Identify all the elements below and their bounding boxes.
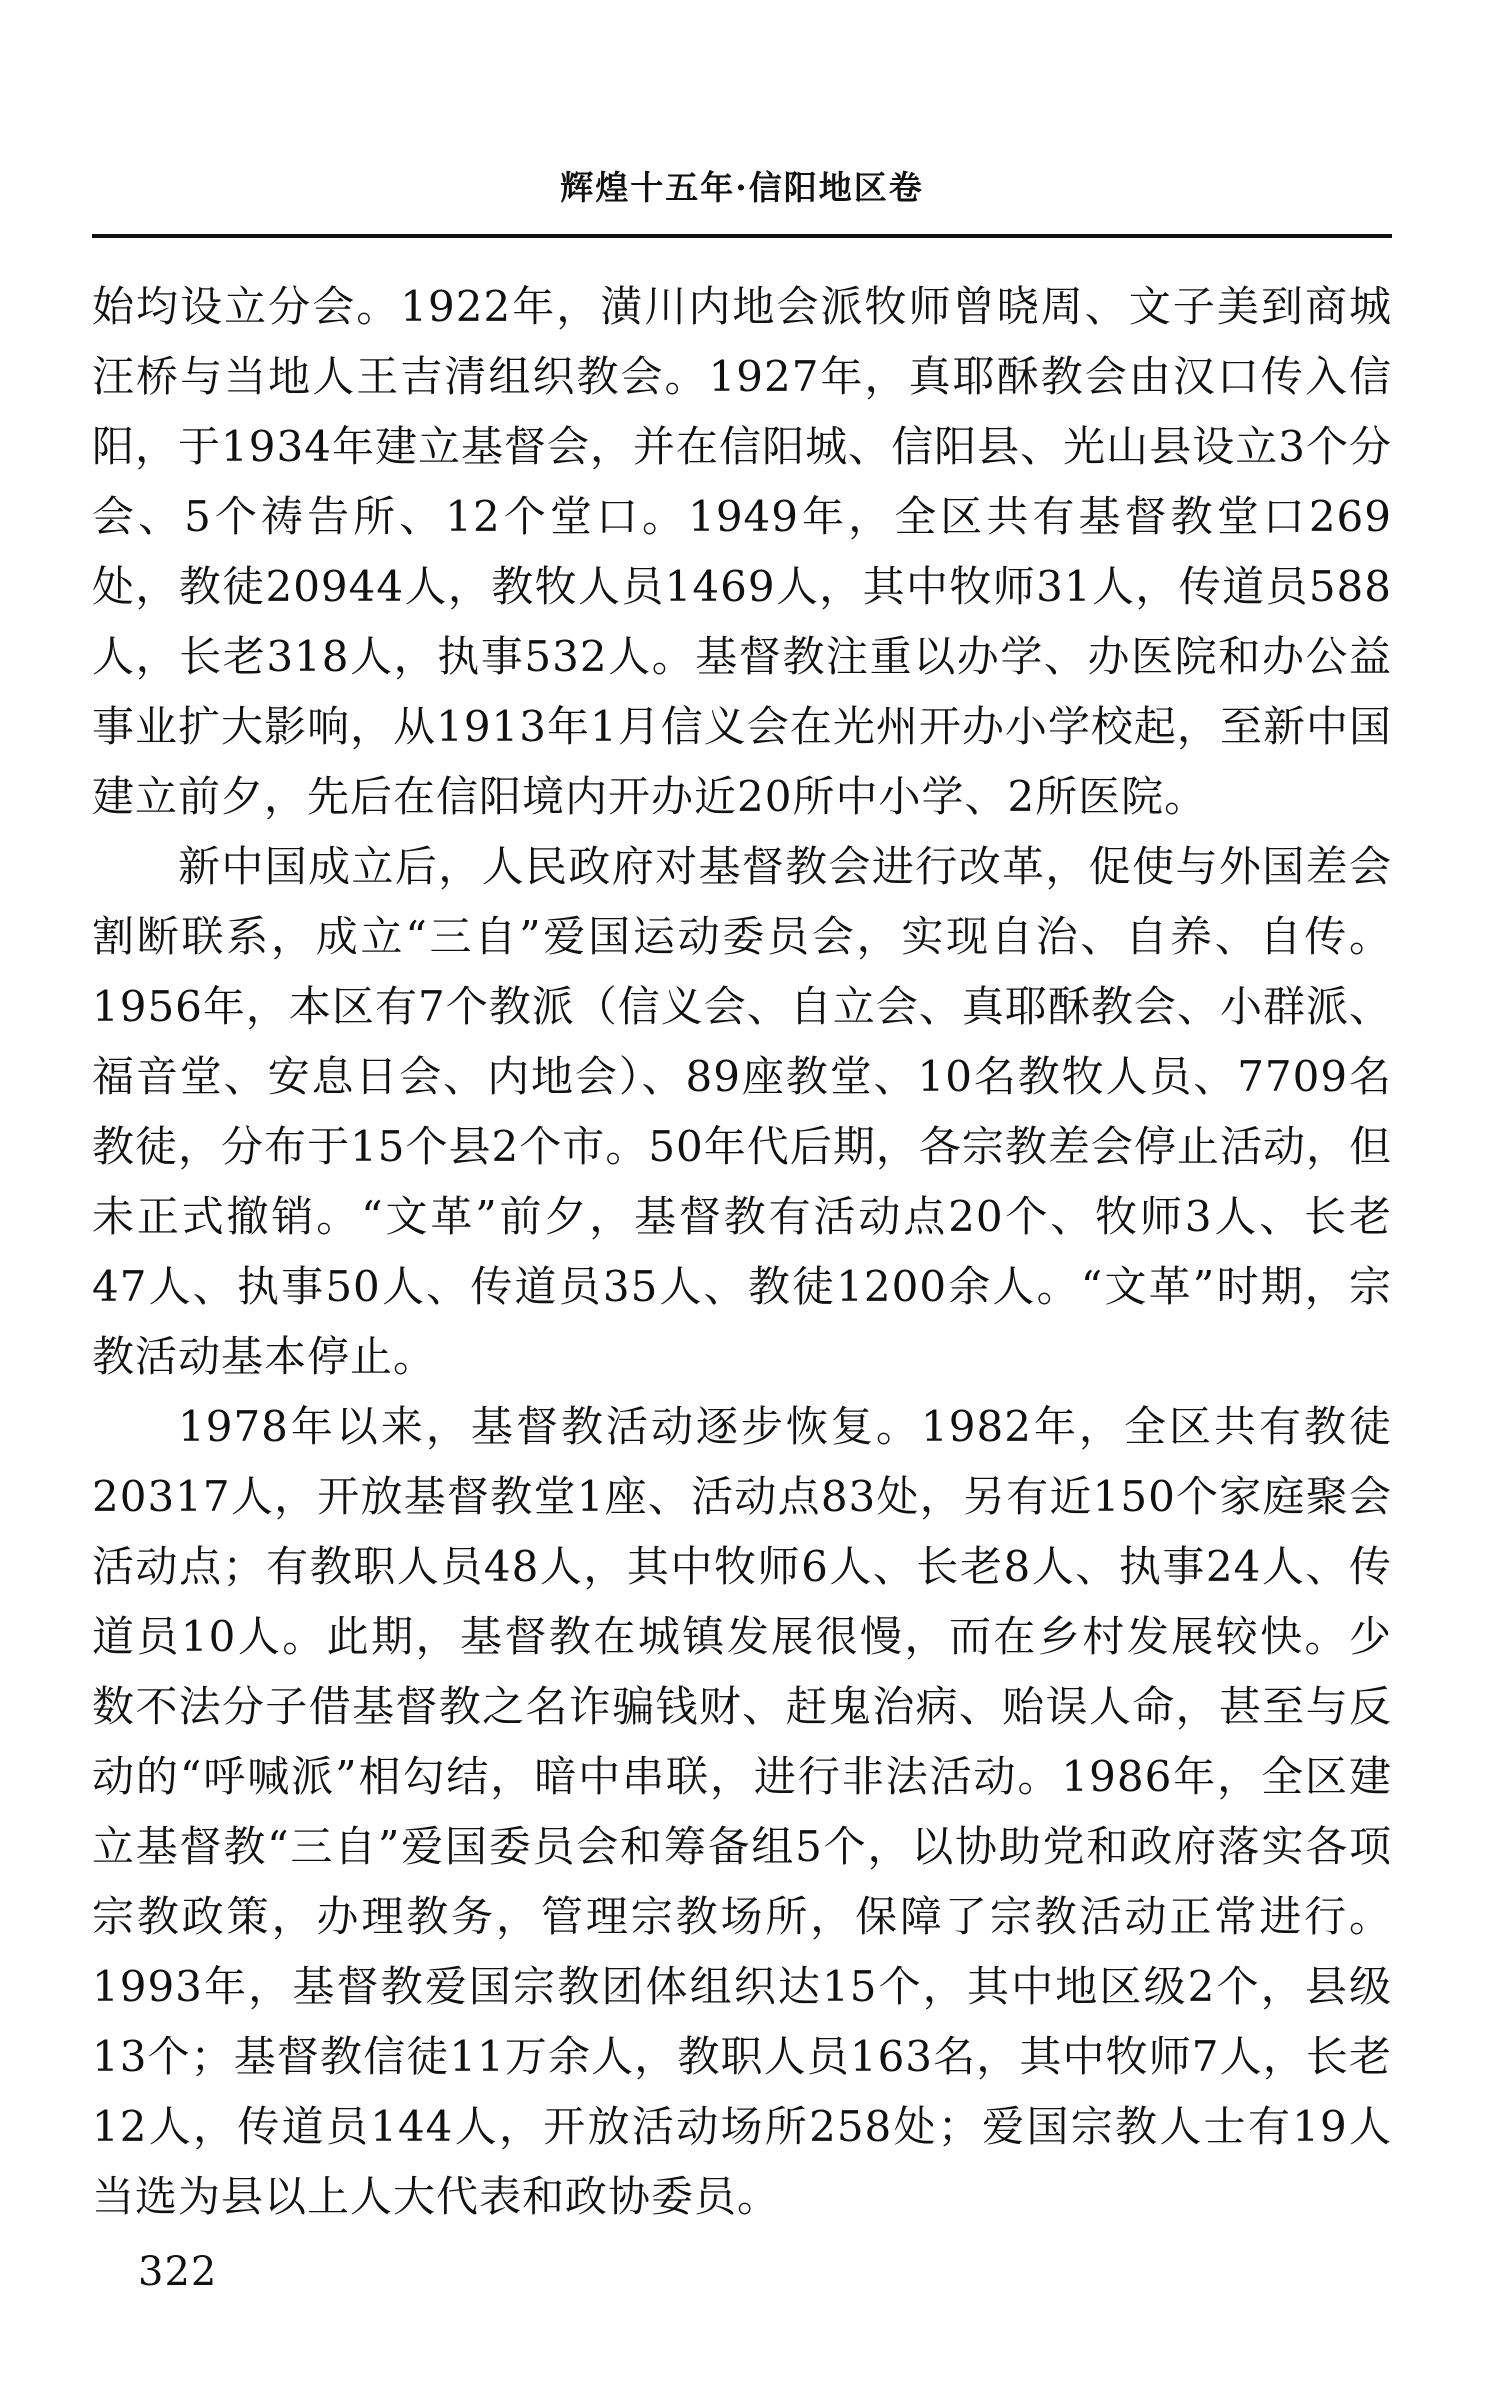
running-header: 辉煌十五年·信阳地区卷 — [560, 168, 924, 207]
header-rule — [92, 234, 1392, 238]
body-text — [92, 272, 1392, 2232]
paragraph-3: 1978年以来，基督教活动逐步恢复。1982年，全区共有教徒20317人，开放基督教堂1座、活动点83处，另有近150个家庭聚会活动点；有教职人员48人，其中牧师6人、长老8人、执事24人、传道员10人。此期，基督教在城镇发展很慢，而在乡村发展较快。少数不法分子借基督教之名诈骗钱财、赶鬼治病、贻误人命，甚至与反动的“呼喊派”相勾结，暗中串联，进行非法活动。1986年，全区建立基督教“三自”爱国委员会和筹备组5个，以协助党和政府落实各项宗教政策，办理教务，管理宗教场所，保障了宗教活动正常进行。1993年，基督教爱国宗教团体组织达15个，其中地区级2个，县级13个；基督教信徒11万余人，教职人员163名，其中牧师7人，长老12人，传道员144人，开放活动场所258处；爱国宗教人士有19人当选为县以上人大代表和政协委员。 — [92, 1402, 1392, 2221]
paragraph-2: 新中国成立后，人民政府对基督教会进行改革，促使与外国差会割断联系，成立“三自”爱国运动委员会，实现自治、自养、自传。1956年，本区有7个教派（信义会、自立会、真耶酥教会、小群派、福音堂、安息日会、内地会）、89座教堂、10名教牧人员、7709名教徒，分布于15个县2个市。50年代后期，各宗教差会停止活动，但未正式撤销。“文革”前夕，基督教有活动点20个、牧师3人、长老47人、执事50人、传道员35人、教徒1200余人。“文革”时期，宗教活动基本停止。 — [92, 842, 1392, 1381]
page-number: 322 — [138, 2249, 218, 2295]
paragraph-1: 始均设立分会。1922年，潢川内地会派牧师曾晓周、文子美到商城汪桥与当地人王吉清组织教会。1927年，真耶酥教会由汉口传入信阳，于1934年建立基督会，并在信阳城、信阳县、光山县设立3个分会、5个祷告所、12个堂口。1949年，全区共有基督教堂口269处，教徒20944人，教牧人员1469人，其中牧师31人，传道员588人，长老318人，执事532人。基督教注重以办学、办医院和办公益事业扩大影响，从1913年1月信义会在光州开办小学校起，至新中国建立前夕，先后在信阳境内开办近20所中小学、2所医院。 — [92, 282, 1392, 821]
